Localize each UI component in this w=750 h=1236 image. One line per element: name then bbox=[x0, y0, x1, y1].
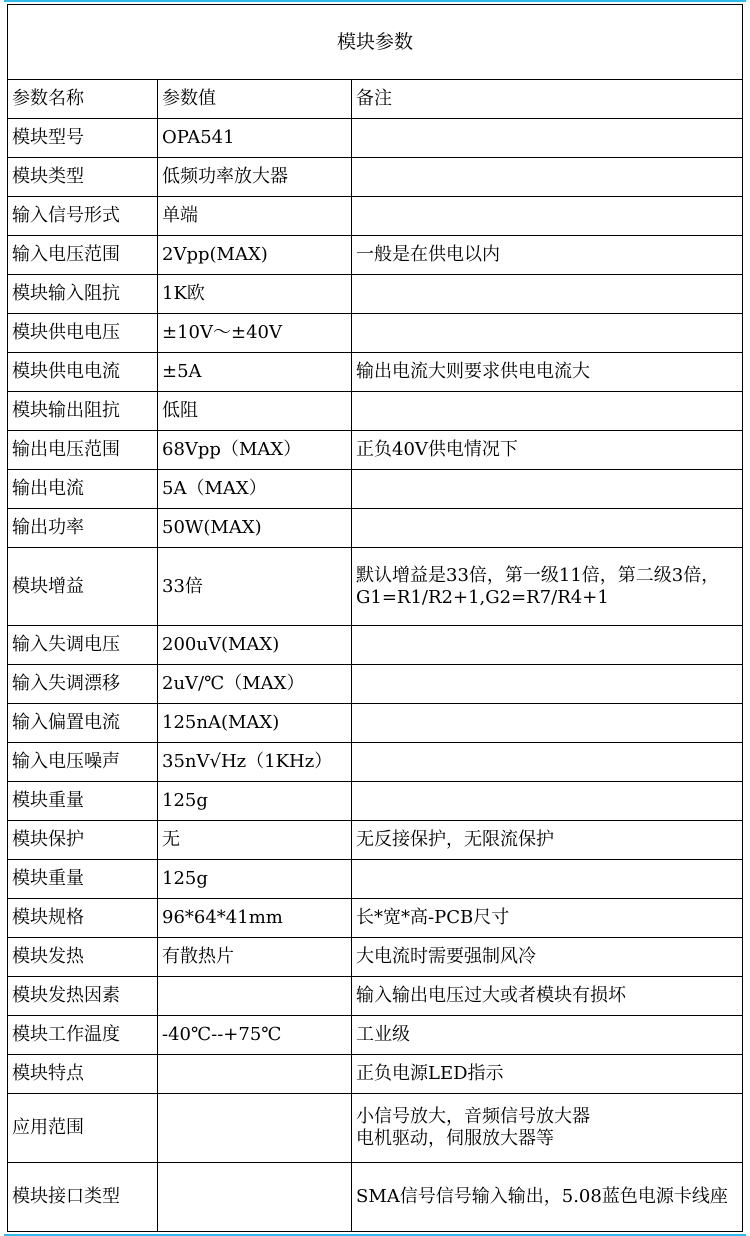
table-row bbox=[8, 665, 743, 704]
cell-name: 输入信号形式 bbox=[8, 197, 158, 236]
table-row bbox=[8, 431, 743, 470]
cell-value: 2uV/℃（MAX） bbox=[158, 665, 352, 704]
table-row bbox=[8, 821, 743, 860]
cell-name: 模块规格 bbox=[8, 899, 158, 938]
cell-note bbox=[352, 782, 743, 821]
table-row bbox=[8, 353, 743, 392]
cell-value: 低频功率放大器 bbox=[158, 158, 352, 197]
cell-value: 125nA(MAX) bbox=[158, 704, 352, 743]
table-row bbox=[8, 704, 743, 743]
cell-note: 正负电源LED指示 bbox=[352, 1055, 743, 1094]
cell-value: 125g bbox=[158, 860, 352, 899]
cell-value: 5A（MAX） bbox=[158, 470, 352, 509]
cell-note: 输出电流大则要求供电电流大 bbox=[352, 353, 743, 392]
cell-value bbox=[158, 1055, 352, 1094]
cell-name: 模块供电电压 bbox=[8, 314, 158, 353]
cell-note: 一般是在供电以内 bbox=[352, 236, 743, 275]
table-row bbox=[8, 1094, 743, 1163]
cell-note bbox=[352, 509, 743, 548]
cell-note: 长*宽*高-PCB尺寸 bbox=[352, 899, 743, 938]
table-title-row bbox=[8, 5, 743, 80]
table-row bbox=[8, 1055, 743, 1094]
table-row bbox=[8, 197, 743, 236]
cell-note bbox=[352, 314, 743, 353]
cell-name: 输入电压范围 bbox=[8, 236, 158, 275]
cell-name: 输入失调电压 bbox=[8, 626, 158, 665]
cell-note: SMA信号信号输入输出，5.08蓝色电源卡线座 bbox=[352, 1163, 743, 1232]
cell-name: 输出电流 bbox=[8, 470, 158, 509]
cell-value: 125g bbox=[158, 782, 352, 821]
table-row bbox=[8, 1163, 743, 1232]
cell-name: 模块增益 bbox=[8, 548, 158, 626]
cell-name: 模块接口类型 bbox=[8, 1163, 158, 1232]
cell-value: 无 bbox=[158, 821, 352, 860]
cell-value: 单端 bbox=[158, 197, 352, 236]
table-row bbox=[8, 236, 743, 275]
cell-note: 正负40V供电情况下 bbox=[352, 431, 743, 470]
cell-note bbox=[352, 704, 743, 743]
cell-note bbox=[352, 743, 743, 782]
cell-note bbox=[352, 392, 743, 431]
cell-name: 模块重量 bbox=[8, 782, 158, 821]
table-row bbox=[8, 626, 743, 665]
cell-note: 大电流时需要强制风冷 bbox=[352, 938, 743, 977]
table-row bbox=[8, 899, 743, 938]
header-note: 备注 bbox=[352, 80, 743, 119]
cell-note: 默认增益是33倍，第一级11倍，第二级3倍，G1=R1/R2+1,G2=R7/R4+1 bbox=[352, 548, 743, 626]
cell-name: 模块工作温度 bbox=[8, 1016, 158, 1055]
cell-value: 96*64*41mm bbox=[158, 899, 352, 938]
cell-value bbox=[158, 1094, 352, 1163]
cell-name: 输出功率 bbox=[8, 509, 158, 548]
cell-name: 应用范围 bbox=[8, 1094, 158, 1163]
cell-name: 模块重量 bbox=[8, 860, 158, 899]
table-title: 模块参数 bbox=[8, 5, 743, 80]
cell-name: 模块特点 bbox=[8, 1055, 158, 1094]
cell-value: 50W(MAX) bbox=[158, 509, 352, 548]
cell-value: 68Vpp（MAX） bbox=[158, 431, 352, 470]
cell-value: 有散热片 bbox=[158, 938, 352, 977]
cell-note: 无反接保护，无限流保护 bbox=[352, 821, 743, 860]
table-row bbox=[8, 548, 743, 626]
table-row bbox=[8, 470, 743, 509]
table-row bbox=[8, 782, 743, 821]
cell-value: 35nV√Hz（1KHz） bbox=[158, 743, 352, 782]
table-row bbox=[8, 158, 743, 197]
cell-value: 低阻 bbox=[158, 392, 352, 431]
table-row bbox=[8, 860, 743, 899]
cell-value: OPA541 bbox=[158, 119, 352, 158]
table-row bbox=[8, 275, 743, 314]
cell-name: 输入偏置电流 bbox=[8, 704, 158, 743]
table-row bbox=[8, 977, 743, 1016]
cell-name: 输出电压范围 bbox=[8, 431, 158, 470]
cell-value: ±5A bbox=[158, 353, 352, 392]
table-row bbox=[8, 314, 743, 353]
cell-name: 模块发热 bbox=[8, 938, 158, 977]
cell-name: 模块型号 bbox=[8, 119, 158, 158]
cell-note bbox=[352, 470, 743, 509]
cell-name: 模块输出阻抗 bbox=[8, 392, 158, 431]
cell-name: 模块输入阻抗 bbox=[8, 275, 158, 314]
cell-note bbox=[352, 860, 743, 899]
table-row bbox=[8, 938, 743, 977]
table-row bbox=[8, 743, 743, 782]
cell-note bbox=[352, 275, 743, 314]
cell-note bbox=[352, 626, 743, 665]
cell-name: 模块保护 bbox=[8, 821, 158, 860]
cell-note: 输入输出电压过大或者模块有损坏 bbox=[352, 977, 743, 1016]
table-header-row bbox=[8, 80, 743, 119]
cell-name: 模块供电电流 bbox=[8, 353, 158, 392]
cell-note bbox=[352, 197, 743, 236]
cell-note bbox=[352, 158, 743, 197]
cell-note bbox=[352, 665, 743, 704]
cell-name: 输入失调漂移 bbox=[8, 665, 158, 704]
header-name: 参数名称 bbox=[8, 80, 158, 119]
cell-value: 200uV(MAX) bbox=[158, 626, 352, 665]
header-value: 参数值 bbox=[158, 80, 352, 119]
table-row bbox=[8, 509, 743, 548]
cell-note: 工业级 bbox=[352, 1016, 743, 1055]
table-row bbox=[8, 392, 743, 431]
cell-value bbox=[158, 1163, 352, 1232]
cell-value bbox=[158, 977, 352, 1016]
cell-value: ±10V～±40V bbox=[158, 314, 352, 353]
cell-value: 33倍 bbox=[158, 548, 352, 626]
cell-name: 模块发热因素 bbox=[8, 977, 158, 1016]
module-parameter-table bbox=[7, 4, 743, 1232]
cell-value: 2Vpp(MAX) bbox=[158, 236, 352, 275]
cell-name: 输入电压噪声 bbox=[8, 743, 158, 782]
table-row bbox=[8, 119, 743, 158]
table-row bbox=[8, 1016, 743, 1055]
cell-name: 模块类型 bbox=[8, 158, 158, 197]
cell-note: 小信号放大，音频信号放大器 电机驱动，伺服放大器等 bbox=[352, 1094, 743, 1163]
cell-value: 1K欧 bbox=[158, 275, 352, 314]
cell-note bbox=[352, 119, 743, 158]
cell-value: -40℃--+75℃ bbox=[158, 1016, 352, 1055]
